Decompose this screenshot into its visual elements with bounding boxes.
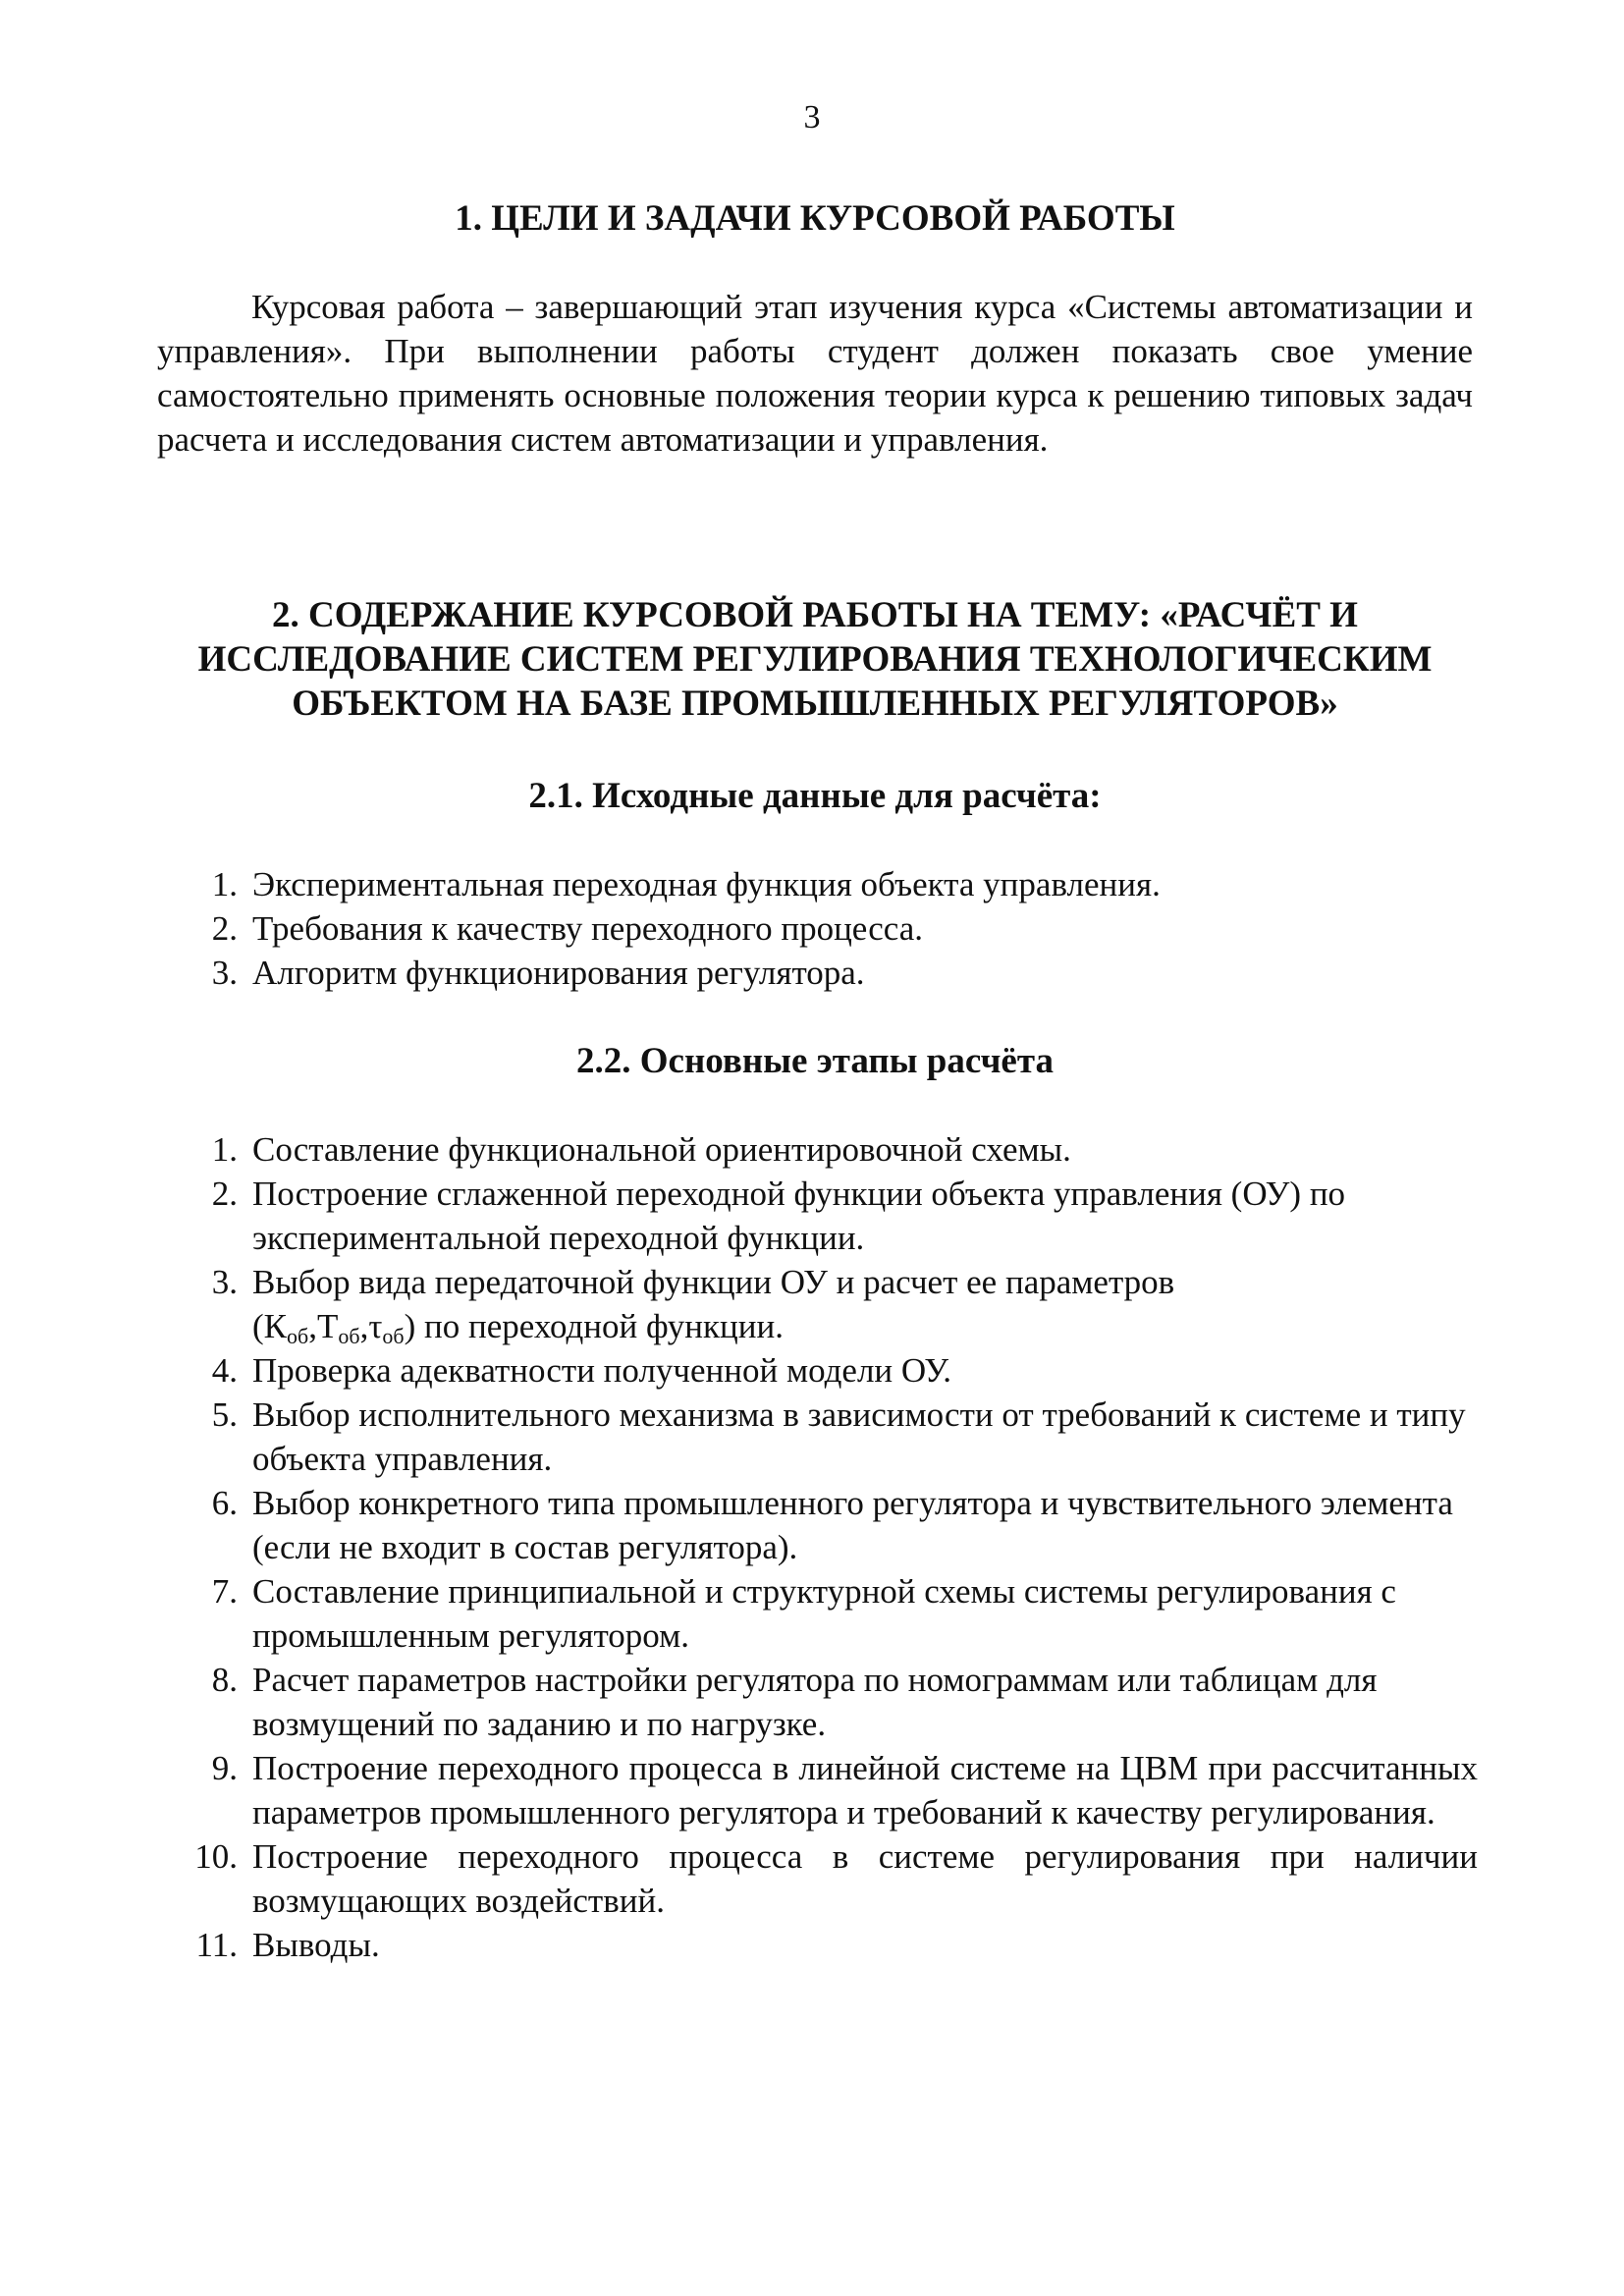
subsection-2-1-title: 2.1. Исходные данные для расчёта: <box>528 776 1102 816</box>
section-2-title <box>157 593 1473 726</box>
formula-comma: , <box>308 1307 317 1345</box>
list-item-number: 6. <box>211 1484 238 1522</box>
list-item-text: Алгоритм функционирования регулятора. <box>252 954 865 992</box>
formula-paren: ) <box>404 1307 416 1345</box>
list-item <box>157 1746 1478 1834</box>
list-item-text: Составление функциональной ориентировочной схемы. <box>252 1130 1071 1169</box>
list-item-text: Составление принципиальной и структурной схемы системы регулирования с промышленным регулятором. <box>252 1572 1396 1655</box>
formula-t-subscript: об <box>338 1324 360 1348</box>
list-item-number: 7. <box>211 1572 238 1611</box>
list-item <box>157 1834 1478 1923</box>
list-item-text: Выбор конкретного типа промышленного регулятора и чувствительного элемента (если не входит в состав регулятора). <box>252 1484 1453 1566</box>
list-item-number: 10. <box>194 1837 238 1876</box>
list-item-number: 3. <box>211 954 238 992</box>
list-item-text: Проверка адекватности полученной модели ОУ. <box>252 1351 952 1390</box>
section-1-paragraph <box>157 285 1473 462</box>
list-item-number: 2. <box>211 909 238 948</box>
section-2-title-line: 2. СОДЕРЖАНИЕ КУРСОВОЙ РАБОТЫ НА ТЕМУ: «РАСЧЁТ И <box>272 595 1358 635</box>
list-item-text: Расчет параметров настройки регулятора по номограммам или таблицам для возмущений по заданию и по нагрузке. <box>252 1661 1378 1743</box>
list-item-text: Построение переходного процесса в линейной системе на ЦВМ при рассчитанных параметров промышленного регулятора и требований к качеству регулирования. <box>252 1749 1478 1831</box>
list-item-number: 11. <box>195 1926 238 1964</box>
list-item <box>157 1393 1478 1481</box>
list-item-text: Требования к качеству переходного процесса. <box>252 909 923 948</box>
transfer-function-parameters <box>252 1307 416 1348</box>
list-item-text: Построение переходного процесса в системе регулирования при наличии возмущающих воздействий. <box>252 1837 1478 1920</box>
list-item-text: Построение сглаженной переходной функции объекта управления (ОУ) по экспериментальной переходной функции. <box>252 1175 1346 1257</box>
list-item <box>157 951 1478 995</box>
list-item-number: 5. <box>211 1395 238 1434</box>
list-item-number: 1. <box>211 1130 238 1169</box>
formula-comma: , <box>359 1307 369 1345</box>
page-number: 3 <box>803 99 821 136</box>
formula-paren: ( <box>252 1307 264 1345</box>
subsection-2-2-title: 2.2. Основные этапы расчёта <box>576 1041 1054 1081</box>
list-item-text <box>252 1263 1175 1348</box>
formula-t: Т <box>316 1307 339 1345</box>
list-item-text: Выбор исполнительного механизма в зависимости от требований к системе и типу объекта управления. <box>252 1395 1466 1478</box>
list-item <box>157 1260 1478 1348</box>
list-item <box>157 1658 1478 1746</box>
section-1-title: 1. ЦЕЛИ И ЗАДАЧИ КУРСОВОЙ РАБОТЫ <box>455 198 1175 239</box>
list-item-text-part: Выбор вида передаточной функции ОУ и расчет ее параметров <box>252 1263 1175 1301</box>
list-item-number: 3. <box>211 1263 238 1301</box>
list-item <box>157 1348 1478 1393</box>
list-item <box>157 1481 1478 1569</box>
section-2-title-line: ОБЪЕКТОМ НА БАЗЕ ПРОМЫШЛЕННЫХ РЕГУЛЯТОРОВ» <box>292 683 1338 724</box>
list-item <box>157 1569 1478 1658</box>
initial-data-list <box>157 862 1478 995</box>
formula-k-subscript: об <box>287 1324 309 1348</box>
list-item-number: 2. <box>211 1175 238 1213</box>
list-item <box>157 1172 1478 1260</box>
list-item-text-part: по переходной функции. <box>415 1307 784 1345</box>
section-2-title-line: ИССЛЕДОВАНИЕ СИСТЕМ РЕГУЛИРОВАНИЯ ТЕХНОЛОГИЧЕСКИМ <box>197 639 1433 680</box>
list-item <box>157 906 1478 951</box>
list-item <box>157 1923 1478 1967</box>
list-item <box>157 1127 1478 1172</box>
list-item-number: 8. <box>211 1661 238 1699</box>
calculation-stages-list <box>157 1127 1478 1967</box>
formula-k: К <box>263 1307 288 1345</box>
list-item-number: 4. <box>211 1351 238 1390</box>
formula-tau-subscript: об <box>382 1324 405 1348</box>
list-item-text: Выводы. <box>252 1926 380 1964</box>
section-1-paragraph-text: Курсовая работа – завершающий этап изучения курса «Системы автоматизации и управления». При выполнении работы студент должен показать свое умение самостоятельно применять основные положения теории курса к решению типовых задач расчета и исследования систем автоматизации и управления. <box>157 288 1473 459</box>
list-item-number: 9. <box>211 1749 238 1787</box>
list-item <box>157 862 1478 906</box>
list-item-number: 1. <box>211 865 238 903</box>
formula-tau: τ <box>368 1307 383 1345</box>
list-item-text: Экспериментальная переходная функция объекта управления. <box>252 865 1161 903</box>
